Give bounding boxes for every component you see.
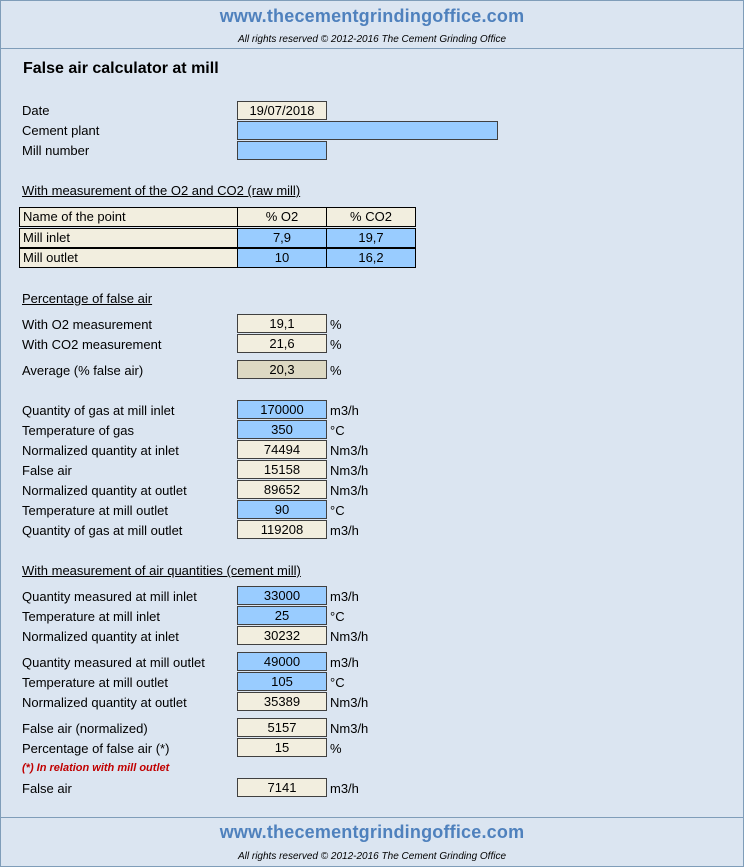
cement-plant-label: Cement plant xyxy=(22,123,100,138)
copyright-header: All rights reserved © 2012-2016 The Cement Grinding Office xyxy=(237,34,507,45)
result-label: False air (normalized) xyxy=(22,721,148,736)
gas-qty-label: False air xyxy=(22,463,72,478)
cement-plant-field[interactable] xyxy=(237,121,498,140)
outlet-temperature-field[interactable]: 90 xyxy=(237,500,327,519)
false-air-value: 15158 xyxy=(237,460,327,479)
gas-qty-label: Normalized quantity at outlet xyxy=(22,483,187,498)
average-label: Average (% false air) xyxy=(22,363,144,378)
gas-qty-unit: m3/h xyxy=(330,523,359,538)
o2-measurement-value: 19,1 xyxy=(237,314,327,333)
outlet-o2-field[interactable]: 10 xyxy=(237,248,327,268)
table-header-o2: % O2 xyxy=(237,207,327,227)
average-unit: % xyxy=(330,363,342,378)
inlet-temperature-field[interactable]: 25 xyxy=(237,606,327,625)
gas-qty-unit: Nm3/h xyxy=(330,463,369,478)
site-url-footer[interactable]: www.thecementgrindingoffice.com xyxy=(219,822,525,842)
false-air-label: False air xyxy=(22,781,72,796)
gas-qty-unit: °C xyxy=(330,423,345,438)
normalized-outlet-value: 89652 xyxy=(237,480,327,499)
footer-divider xyxy=(0,817,744,818)
table-row-outlet-name: Mill outlet xyxy=(19,248,238,268)
page-title: False air calculator at mill xyxy=(23,60,219,77)
inlet-o2-field[interactable]: 7,9 xyxy=(237,228,327,248)
gas-qty-unit: Nm3/h xyxy=(330,443,369,458)
air-inlet-unit: Nm3/h xyxy=(330,629,369,644)
air-section-heading: With measurement of air quantities (cement mill) xyxy=(22,563,301,578)
air-inlet-label: Normalized quantity at inlet xyxy=(22,629,179,644)
air-inlet-unit: °C xyxy=(330,609,345,624)
normalized-inlet-value: 74494 xyxy=(237,440,327,459)
inlet-co2-field[interactable]: 19,7 xyxy=(326,228,416,248)
table-header-name: Name of the point xyxy=(19,207,238,227)
mill-number-field[interactable] xyxy=(237,141,327,160)
outlet-quantity-field[interactable]: 49000 xyxy=(237,652,327,671)
inlet-quantity-field[interactable]: 33000 xyxy=(237,586,327,605)
air-outlet-label: Temperature at mill outlet xyxy=(22,675,168,690)
air-outlet-unit: m3/h xyxy=(330,655,359,670)
gas-qty-label: Quantity of gas at mill outlet xyxy=(22,523,183,538)
date-label: Date xyxy=(22,103,50,118)
gas-qty-label: Quantity of gas at mill inlet xyxy=(22,403,175,418)
gas-qty-label: Normalized quantity at inlet xyxy=(22,443,179,458)
mill-number-label: Mill number xyxy=(22,143,90,158)
gas-qty-unit: Nm3/h xyxy=(330,483,369,498)
gas-section-heading: With measurement of the O2 and CO2 (raw mill) xyxy=(22,183,301,198)
pct-section-heading: Percentage of false air xyxy=(22,291,153,306)
inlet-normalized-value: 30232 xyxy=(237,626,327,645)
average-value: 20,3 xyxy=(237,360,327,379)
air-outlet-label: Normalized quantity at outlet xyxy=(22,695,187,710)
air-inlet-label: Quantity measured at mill inlet xyxy=(22,589,197,604)
false-air-m3h-value: 7141 xyxy=(237,778,327,797)
false-air-unit: m3/h xyxy=(330,781,359,796)
gas-qty-unit: m3/h xyxy=(330,403,359,418)
footnote: (*) In relation with mill outlet xyxy=(22,762,170,774)
date-field[interactable]: 19/07/2018 xyxy=(237,101,327,120)
false-air-normalized-value: 5157 xyxy=(237,718,327,737)
gas-qty-label: Temperature of gas xyxy=(22,423,135,438)
air-outlet-unit: Nm3/h xyxy=(330,695,369,710)
air-outlet-unit: °C xyxy=(330,675,345,690)
site-url-header[interactable]: www.thecementgrindingoffice.com xyxy=(219,6,525,26)
result-unit: Nm3/h xyxy=(330,721,369,736)
air-outlet-label: Quantity measured at mill outlet xyxy=(22,655,205,670)
air-inlet-unit: m3/h xyxy=(330,589,359,604)
false-air-percentage-value: 15 xyxy=(237,738,327,757)
copyright-footer: All rights reserved © 2012-2016 The Cement Grinding Office xyxy=(237,851,507,862)
air-inlet-label: Temperature at mill inlet xyxy=(22,609,160,624)
co2-measurement-value: 21,6 xyxy=(237,334,327,353)
outlet-temperature-field[interactable]: 105 xyxy=(237,672,327,691)
o2-measurement-label: With O2 measurement xyxy=(22,317,153,332)
gas-qty-outlet-value: 119208 xyxy=(237,520,327,539)
gas-qty-inlet-field[interactable]: 170000 xyxy=(237,400,327,419)
result-unit: % xyxy=(330,741,342,756)
gas-qty-unit: °C xyxy=(330,503,345,518)
co2-measurement-unit: % xyxy=(330,337,342,352)
o2-measurement-unit: % xyxy=(330,317,342,332)
outlet-co2-field[interactable]: 16,2 xyxy=(326,248,416,268)
outlet-normalized-value: 35389 xyxy=(237,692,327,711)
co2-measurement-label: With CO2 measurement xyxy=(22,337,162,352)
gas-temperature-field[interactable]: 350 xyxy=(237,420,327,439)
result-label: Percentage of false air (*) xyxy=(22,741,170,756)
header-divider xyxy=(0,48,744,49)
table-row-inlet-name: Mill inlet xyxy=(19,228,238,248)
table-header-co2: % CO2 xyxy=(326,207,416,227)
gas-qty-label: Temperature at mill outlet xyxy=(22,503,168,518)
